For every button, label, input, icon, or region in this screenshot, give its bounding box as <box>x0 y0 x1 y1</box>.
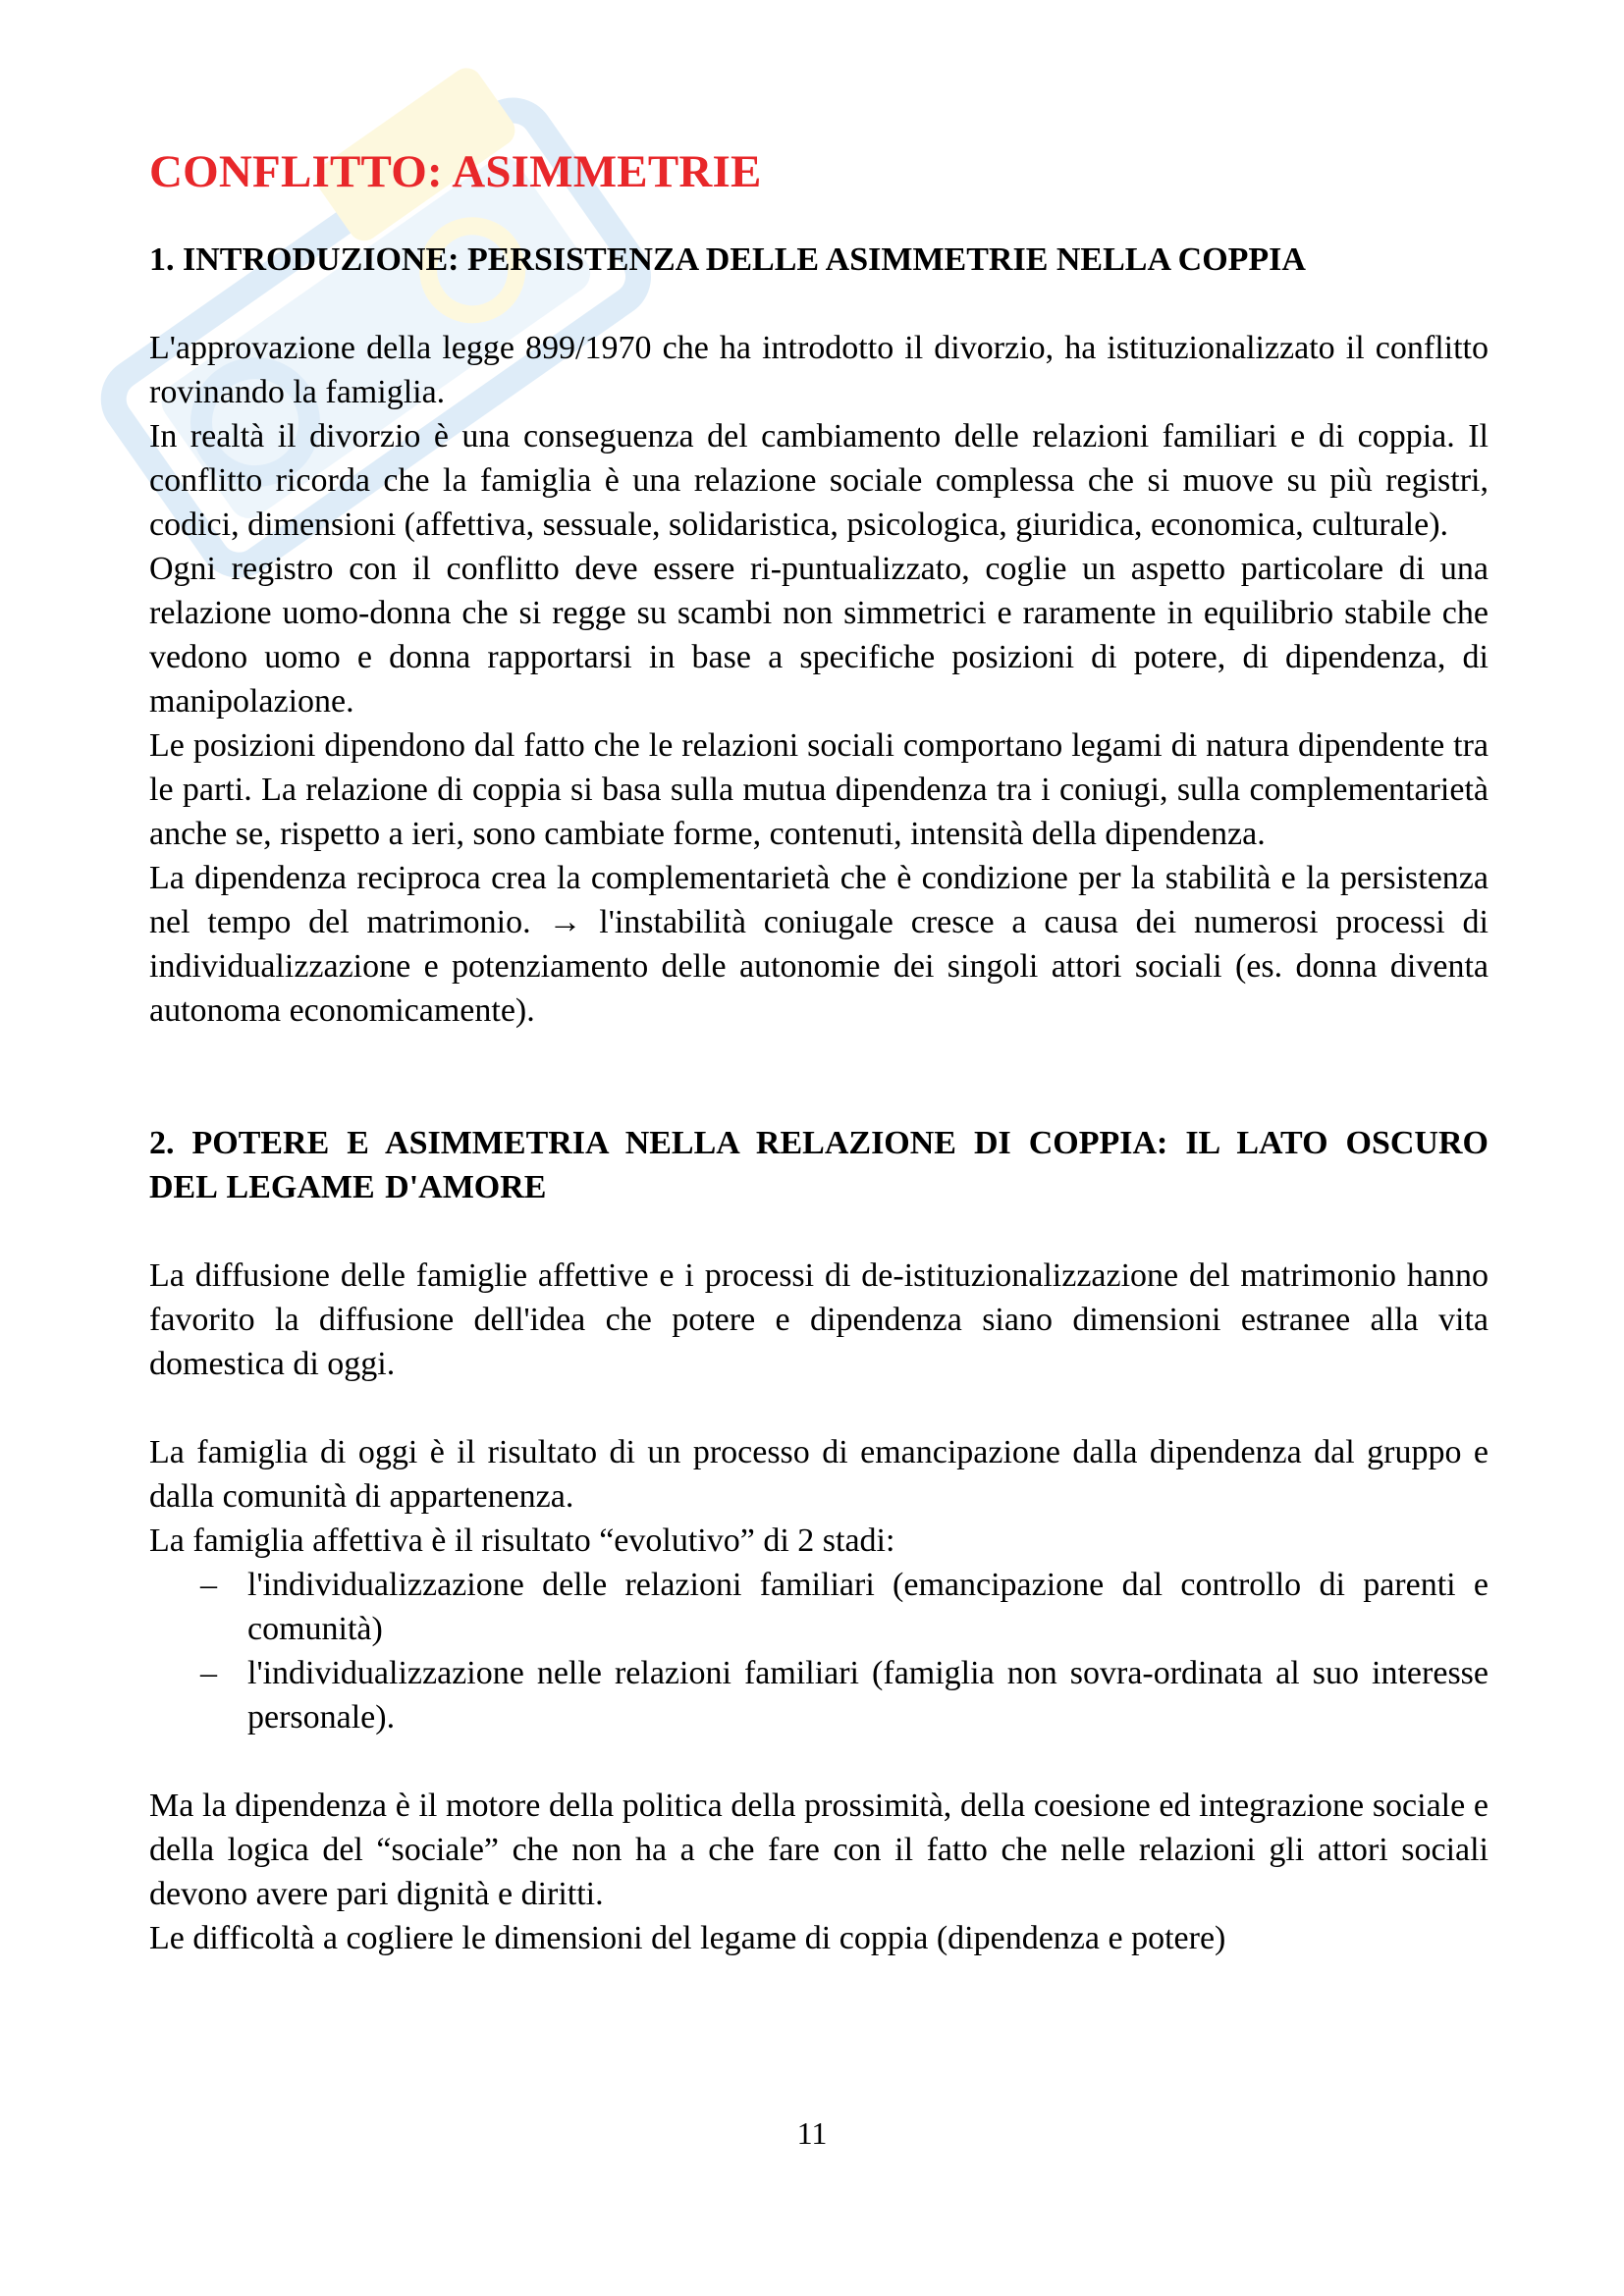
dash-bullet-icon: – <box>200 1654 217 1691</box>
section-2-heading: 2. POTERE E ASIMMETRIA NELLA RELAZIONE DI COPPIA: IL LATO OSCURO DEL LEGAME D'AMORE <box>149 1124 1489 1205</box>
list-item <box>149 1651 1489 1739</box>
page-content <box>149 147 1489 1960</box>
section-1-paragraph: L'approvazione della legge 899/1970 che ha introdotto il divorzio, ha istituzionalizzato il conflitto rovinando la famiglia. <box>149 329 1489 410</box>
list-item-text: l'individualizzazione delle relazioni familiari (emancipazione dal controllo di parenti e comunità) <box>247 1566 1489 1647</box>
section-2-paragraph: La diffusione delle famiglie affettive e i processi di de-istituzionalizzazione del matrimonio hanno favorito la diffusione dell'idea che potere e dipendenza siano dimensioni estranee alla vita domestica di oggi. <box>149 1256 1489 1382</box>
page-number: 11 <box>796 2115 828 2151</box>
section-1-paragraph: Ogni registro con il conflitto deve essere ri-puntualizzato, coglie un aspetto particolare di una relazione uomo-donna che si regge su scambi non simmetrici e raramente in equilibrio stabile che vedono uomo e donna rapportarsi in base a specifiche posizioni di potere, di dipendenza, di manipolazione. <box>149 550 1489 720</box>
list-item <box>149 1563 1489 1651</box>
section-2-paragraph: Ma la dipendenza è il motore della politica della prossimità, della coesione ed integrazione sociale e della logica del “sociale” che non ha a che fare con il fatto che nelle relazioni gli attori sociali devono avere pari dignità e diritti. <box>149 1787 1489 1912</box>
document-title: CONFLITTO: ASIMMETRIE <box>149 146 762 197</box>
stages-list <box>149 1563 1489 1739</box>
list-item-text: l'individualizzazione nelle relazioni familiari (famiglia non sovra-ordinata al suo interesse personale). <box>247 1654 1489 1735</box>
section-1-paragraph: La dipendenza reciproca crea la complementarietà che è condizione per la stabilità e la persistenza nel tempo del matrimonio. → l'instabilità coniugale cresce a causa dei numerosi processi di individualizzazione e potenziamento delle autonomie dei singoli attori sociali (es. donna diventa autonoma economicamente). <box>149 859 1489 1029</box>
section-2-paragraph: La famiglia affettiva è il risultato “evolutivo” di 2 stadi: <box>149 1522 895 1559</box>
section-1-heading: 1. INTRODUZIONE: PERSISTENZA DELLE ASIMMETRIE NELLA COPPIA <box>149 240 1306 278</box>
section-1-paragraph: Le posizioni dipendono dal fatto che le relazioni sociali comportano legami di natura dipendente tra le parti. La relazione di coppia si basa sulla mutua dipendenza tra i coniugi, sulla complementarietà anche se, rispetto a ieri, sono cambiate forme, contenuti, intensità della dipendenza. <box>149 726 1489 852</box>
dash-bullet-icon: – <box>200 1566 217 1603</box>
section-2-paragraph: Le difficoltà a cogliere le dimensioni del legame di coppia (dipendenza e potere) <box>149 1919 1226 1956</box>
section-1-paragraph: In realtà il divorzio è una conseguenza del cambiamento delle relazioni familiari e di coppia. Il conflitto ricorda che la famiglia è una relazione sociale complessa che si muove su più registri, codici, dimensioni (affettiva, sessuale, solidaristica, psicologica, giuridica, economica, culturale). <box>149 417 1489 543</box>
section-2-paragraph: La famiglia di oggi è il risultato di un processo di emancipazione dalla dipendenza dal gruppo e dalla comunità di appartenenza. <box>149 1433 1489 1515</box>
